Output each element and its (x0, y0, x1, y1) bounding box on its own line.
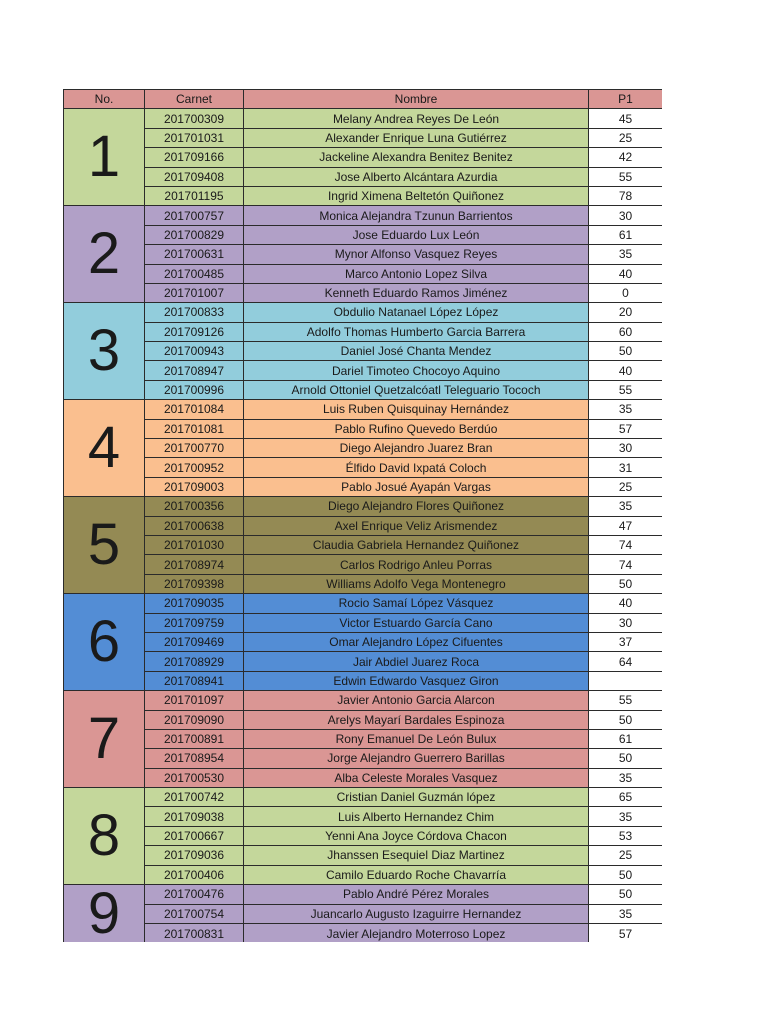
carnet-cell[interactable]: 201700829 (145, 225, 244, 244)
table-row (64, 439, 663, 458)
p1-cell[interactable]: 0 (589, 283, 663, 302)
p1-cell[interactable]: 78 (589, 186, 663, 205)
nombre-cell[interactable]: Jhanssen Esequiel Diaz Martinez (244, 846, 589, 865)
table-row (64, 652, 663, 671)
p1-cell[interactable]: 35 (589, 904, 663, 924)
p1-cell[interactable]: 35 (589, 245, 663, 264)
carnet-cell[interactable]: 201700754 (145, 904, 244, 924)
table-row (64, 924, 663, 942)
nombre-cell[interactable]: Jair Abdiel Juarez Roca (244, 652, 589, 671)
nombre-cell[interactable]: Pablo Josué Ayapán Vargas (244, 477, 589, 496)
nombre-cell[interactable]: Arelys Mayarí Bardales Espinoza (244, 710, 589, 729)
spreadsheet (63, 89, 662, 942)
header-row (64, 90, 663, 109)
carnet-cell[interactable]: 201701195 (145, 186, 244, 205)
p1-cell[interactable]: 30 (589, 439, 663, 458)
table-row (64, 865, 663, 884)
nombre-cell[interactable]: Cristian Daniel Guzmán lópez (244, 788, 589, 807)
nombre-cell[interactable]: Jorge Alejandro Guerrero Barillas (244, 749, 589, 768)
nombre-cell[interactable]: Luis Ruben Quisquinay Hernández (244, 400, 589, 419)
header-no[interactable]: No. (64, 90, 145, 109)
table-row (64, 535, 663, 554)
p1-cell[interactable]: 35 (589, 807, 663, 826)
nombre-cell[interactable]: Ingrid Ximena Beltetón Quiñonez (244, 186, 589, 205)
carnet-cell[interactable]: 201700770 (145, 439, 244, 458)
table-row (64, 729, 663, 748)
nombre-cell[interactable]: Javier Antonio Garcia Alarcon (244, 691, 589, 710)
nombre-cell[interactable]: Melany Andrea Reyes De León (244, 109, 589, 128)
carnet-cell[interactable]: 201701084 (145, 400, 244, 419)
table-row (64, 477, 663, 496)
carnet-cell[interactable]: 201700831 (145, 924, 244, 942)
nombre-cell[interactable]: Omar Alejandro López Cifuentes (244, 632, 589, 651)
nombre-cell[interactable]: Claudia Gabriela Hernandez Quiñonez (244, 535, 589, 554)
table-body (64, 109, 663, 942)
p1-cell[interactable]: 40 (589, 594, 663, 613)
carnet-cell[interactable]: 201708929 (145, 652, 244, 671)
table-row (64, 109, 663, 128)
nombre-cell[interactable]: Williams Adolfo Vega Montenegro (244, 574, 589, 593)
nombre-cell[interactable]: Victor Estuardo García Cano (244, 613, 589, 632)
nombre-cell[interactable]: Dariel Timoteo Chocoyo Aquino (244, 361, 589, 380)
carnet-cell[interactable]: 201708947 (145, 361, 244, 380)
carnet-cell[interactable]: 201700757 (145, 206, 244, 225)
table-row (64, 768, 663, 787)
p1-cell[interactable]: 35 (589, 400, 663, 419)
table-row (64, 361, 663, 380)
p1-cell[interactable]: 50 (589, 574, 663, 593)
group-number-cell[interactable]: 8 (64, 788, 145, 885)
group-number-cell[interactable]: 5 (64, 497, 145, 594)
header-carnet[interactable]: Carnet (145, 90, 244, 109)
nombre-cell[interactable]: Élfido David Ixpatá Coloch (244, 458, 589, 477)
nombre-cell[interactable]: Camilo Eduardo Roche Chavarría (244, 865, 589, 884)
nombre-cell[interactable]: Alexander Enrique Luna Gutiérrez (244, 128, 589, 147)
carnet-cell[interactable]: 201709003 (145, 477, 244, 496)
nombre-cell[interactable]: Mynor Alfonso Vasquez Reyes (244, 245, 589, 264)
p1-cell[interactable]: 57 (589, 419, 663, 438)
table-row (64, 671, 663, 690)
table-row (64, 400, 663, 419)
p1-cell[interactable]: 50 (589, 749, 663, 768)
table-row (64, 885, 663, 905)
carnet-cell[interactable]: 201700530 (145, 768, 244, 787)
p1-cell[interactable]: 40 (589, 264, 663, 283)
table-row (64, 245, 663, 264)
carnet-cell[interactable]: 201709759 (145, 613, 244, 632)
p1-cell[interactable]: 42 (589, 148, 663, 167)
carnet-cell[interactable]: 201701081 (145, 419, 244, 438)
table-row (64, 594, 663, 613)
table-row (64, 749, 663, 768)
p1-cell[interactable]: 60 (589, 322, 663, 341)
carnet-cell[interactable]: 201700406 (145, 865, 244, 884)
table-row (64, 303, 663, 322)
header-nombre[interactable]: Nombre (244, 90, 589, 109)
carnet-cell[interactable]: 201700309 (145, 109, 244, 128)
p1-cell[interactable]: 57 (589, 924, 663, 942)
carnet-cell[interactable]: 201700952 (145, 458, 244, 477)
p1-cell[interactable]: 45 (589, 109, 663, 128)
p1-cell[interactable]: 25 (589, 128, 663, 147)
carnet-cell[interactable]: 201700943 (145, 342, 244, 361)
p1-cell[interactable]: 31 (589, 458, 663, 477)
table-row (64, 516, 663, 535)
p1-cell[interactable]: 40 (589, 361, 663, 380)
p1-cell[interactable]: 35 (589, 497, 663, 516)
table-row (64, 497, 663, 516)
table-row (64, 458, 663, 477)
nombre-cell[interactable]: Rocio Samaí López Vásquez (244, 594, 589, 613)
p1-cell[interactable]: 64 (589, 652, 663, 671)
p1-cell[interactable]: 53 (589, 826, 663, 845)
carnet-cell[interactable]: 201709126 (145, 322, 244, 341)
nombre-cell[interactable]: Diego Alejandro Juarez Bran (244, 439, 589, 458)
group-number-cell[interactable]: 1 (64, 109, 145, 206)
carnet-cell[interactable]: 201701030 (145, 535, 244, 554)
nombre-cell[interactable]: Yenni Ana Joyce Córdova Chacon (244, 826, 589, 845)
p1-cell[interactable]: 20 (589, 303, 663, 322)
nombre-cell[interactable]: Obdulio Natanael López López (244, 303, 589, 322)
nombre-cell[interactable]: Diego Alejandro Flores Quiñonez (244, 497, 589, 516)
carnet-cell[interactable]: 201700485 (145, 264, 244, 283)
table-row (64, 380, 663, 399)
table-row (64, 904, 663, 924)
carnet-cell[interactable]: 201709038 (145, 807, 244, 826)
nombre-cell[interactable]: Alba Celeste Morales Vasquez (244, 768, 589, 787)
nombre-cell[interactable]: Luis Alberto Hernandez Chim (244, 807, 589, 826)
group-number-cell[interactable]: 2 (64, 206, 145, 303)
nombre-cell[interactable]: Jose Eduardo Lux León (244, 225, 589, 244)
header-p1[interactable]: P1 (589, 90, 663, 109)
nombre-cell[interactable]: Edwin Edwardo Vasquez Giron (244, 671, 589, 690)
nombre-cell[interactable]: Javier Alejandro Moterroso Lopez (244, 924, 589, 942)
carnet-cell[interactable]: 201700742 (145, 788, 244, 807)
p1-cell[interactable]: 50 (589, 885, 663, 905)
nombre-cell[interactable]: Kenneth Eduardo Ramos Jiménez (244, 283, 589, 302)
carnet-cell[interactable]: 201709090 (145, 710, 244, 729)
table-row (64, 206, 663, 225)
p1-cell[interactable]: 65 (589, 788, 663, 807)
nombre-cell[interactable]: Juancarlo Augusto Izaguirre Hernandez (244, 904, 589, 924)
carnet-cell[interactable]: 201709035 (145, 594, 244, 613)
table-row (64, 846, 663, 865)
carnet-cell[interactable]: 201701007 (145, 283, 244, 302)
p1-cell[interactable]: 37 (589, 632, 663, 651)
carnet-cell[interactable]: 201708954 (145, 749, 244, 768)
table-row (64, 283, 663, 302)
p1-cell[interactable]: 74 (589, 535, 663, 554)
carnet-cell[interactable]: 201708974 (145, 555, 244, 574)
table-row (64, 555, 663, 574)
carnet-cell[interactable]: 201709398 (145, 574, 244, 593)
group-number-cell[interactable]: 6 (64, 594, 145, 691)
p1-cell[interactable]: 35 (589, 768, 663, 787)
grades-table (63, 89, 662, 942)
table-row (64, 826, 663, 845)
p1-cell[interactable]: 30 (589, 613, 663, 632)
nombre-cell[interactable]: Pablo André Pérez Morales (244, 885, 589, 905)
p1-cell[interactable] (589, 671, 663, 690)
p1-cell[interactable]: 30 (589, 206, 663, 225)
carnet-cell[interactable]: 201700631 (145, 245, 244, 264)
nombre-cell[interactable]: Daniel José Chanta Mendez (244, 342, 589, 361)
table-row (64, 264, 663, 283)
table-row (64, 419, 663, 438)
nombre-cell[interactable]: Carlos Rodrigo Anleu Porras (244, 555, 589, 574)
carnet-cell[interactable]: 201709408 (145, 167, 244, 186)
carnet-cell[interactable]: 201700891 (145, 729, 244, 748)
table-row (64, 128, 663, 147)
p1-cell[interactable]: 47 (589, 516, 663, 535)
table-row (64, 613, 663, 632)
carnet-cell[interactable]: 201709166 (145, 148, 244, 167)
table-row (64, 186, 663, 205)
p1-cell[interactable]: 74 (589, 555, 663, 574)
p1-cell[interactable]: 25 (589, 477, 663, 496)
nombre-cell[interactable]: Monica Alejandra Tzunun Barrientos (244, 206, 589, 225)
nombre-cell[interactable]: Axel Enrique Veliz Arismendez (244, 516, 589, 535)
table-row (64, 710, 663, 729)
table-row (64, 342, 663, 361)
group-number-cell[interactable]: 7 (64, 691, 145, 788)
nombre-cell[interactable]: Pablo Rufino Quevedo Berdúo (244, 419, 589, 438)
carnet-cell[interactable]: 201708941 (145, 671, 244, 690)
nombre-cell[interactable]: Arnold Ottoniel Quetzalcóatl Teleguario Tococh (244, 380, 589, 399)
carnet-cell[interactable]: 201700476 (145, 885, 244, 905)
table-row (64, 632, 663, 651)
table-row (64, 167, 663, 186)
carnet-cell[interactable]: 201700638 (145, 516, 244, 535)
table-row (64, 574, 663, 593)
group-number-cell[interactable]: 9 (64, 885, 145, 942)
carnet-cell[interactable]: 201701031 (145, 128, 244, 147)
table-row (64, 788, 663, 807)
p1-cell[interactable]: 25 (589, 846, 663, 865)
p1-cell[interactable]: 55 (589, 380, 663, 399)
p1-cell[interactable]: 55 (589, 691, 663, 710)
table-row (64, 225, 663, 244)
carnet-cell[interactable]: 201700356 (145, 497, 244, 516)
group-number-cell[interactable]: 4 (64, 400, 145, 497)
table-row (64, 322, 663, 341)
nombre-cell[interactable]: Jackeline Alexandra Benitez Benitez (244, 148, 589, 167)
carnet-cell[interactable]: 201701097 (145, 691, 244, 710)
p1-cell[interactable]: 50 (589, 865, 663, 884)
p1-cell[interactable]: 55 (589, 167, 663, 186)
p1-cell[interactable]: 50 (589, 342, 663, 361)
nombre-cell[interactable]: Jose Alberto Alcántara Azurdia (244, 167, 589, 186)
carnet-cell[interactable]: 201700833 (145, 303, 244, 322)
table-row (64, 691, 663, 710)
nombre-cell[interactable]: Adolfo Thomas Humberto Garcia Barrera (244, 322, 589, 341)
group-number-cell[interactable]: 3 (64, 303, 145, 400)
carnet-cell[interactable]: 201709469 (145, 632, 244, 651)
p1-cell[interactable]: 50 (589, 710, 663, 729)
carnet-cell[interactable]: 201709036 (145, 846, 244, 865)
p1-cell[interactable]: 61 (589, 729, 663, 748)
p1-cell[interactable]: 61 (589, 225, 663, 244)
carnet-cell[interactable]: 201700996 (145, 380, 244, 399)
nombre-cell[interactable]: Marco Antonio Lopez Silva (244, 264, 589, 283)
carnet-cell[interactable]: 201700667 (145, 826, 244, 845)
table-row (64, 148, 663, 167)
nombre-cell[interactable]: Rony Emanuel De León Bulux (244, 729, 589, 748)
table-row (64, 807, 663, 826)
